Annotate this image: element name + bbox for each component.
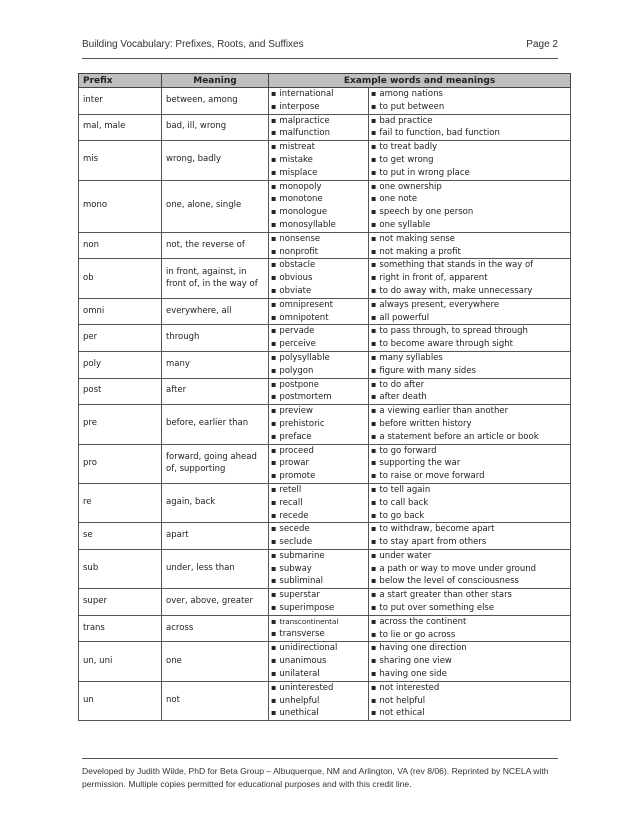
example-word: ▪ malfunction	[271, 127, 366, 140]
table-row	[79, 232, 571, 259]
example-word: ▪ unhelpful	[271, 695, 366, 708]
example-meanings-cell	[369, 642, 571, 681]
table-row	[79, 681, 571, 720]
meaning-cell: bad, ill, wrong	[162, 114, 269, 141]
table-row	[79, 642, 571, 681]
prefix-cell: pre	[79, 405, 162, 444]
example-meaning: ▪ to go forward	[371, 445, 568, 458]
prefix-cell: re	[79, 483, 162, 522]
table-row	[79, 298, 571, 325]
example-word: ▪ retell	[271, 484, 366, 497]
prefix-cell: sub	[79, 549, 162, 588]
prefix-cell: post	[79, 378, 162, 405]
example-words-cell	[269, 642, 369, 681]
prefix-cell: super	[79, 589, 162, 616]
prefix-cell: mis	[79, 141, 162, 180]
example-word: ▪ obstacle	[271, 259, 366, 272]
table-row	[79, 549, 571, 588]
example-meaning: ▪ one ownership	[371, 181, 568, 194]
example-word: ▪ promote	[271, 470, 366, 483]
example-words-cell	[269, 405, 369, 444]
example-meaning: ▪ not interested	[371, 682, 568, 695]
example-word: ▪ proceed	[271, 445, 366, 458]
meaning-cell: one	[162, 642, 269, 681]
example-meaning: ▪ to put over something else	[371, 602, 568, 615]
example-meaning: ▪ not making a profit	[371, 246, 568, 259]
meaning-cell: after	[162, 378, 269, 405]
example-words-cell	[269, 523, 369, 550]
example-words-cell	[269, 325, 369, 352]
example-word: ▪ transverse	[271, 628, 366, 641]
example-word: ▪ omnipotent	[271, 312, 366, 325]
example-words-cell	[269, 141, 369, 180]
example-word: ▪ monopoly	[271, 181, 366, 194]
example-words-cell	[269, 589, 369, 616]
example-word: ▪ mistake	[271, 154, 366, 167]
example-word: ▪ unethical	[271, 707, 366, 720]
example-words-cell	[269, 232, 369, 259]
prefix-cell: mal, male	[79, 114, 162, 141]
example-word: ▪ malpractice	[271, 115, 366, 128]
example-meanings-cell	[369, 88, 571, 115]
example-words-cell	[269, 298, 369, 325]
meaning-cell: again, back	[162, 483, 269, 522]
example-word: ▪ prehistoric	[271, 418, 366, 431]
meaning-cell: under, less than	[162, 549, 269, 588]
example-meanings-cell	[369, 523, 571, 550]
example-word: ▪ mistreat	[271, 141, 366, 154]
example-meanings-cell	[369, 681, 571, 720]
example-word: ▪ recede	[271, 510, 366, 523]
meaning-cell: everywhere, all	[162, 298, 269, 325]
example-meaning: ▪ many syllables	[371, 352, 568, 365]
example-word: ▪ omnipresent	[271, 299, 366, 312]
table-row	[79, 325, 571, 352]
example-word: ▪ unilateral	[271, 668, 366, 681]
example-meaning: ▪ under water	[371, 550, 568, 563]
table-row	[79, 141, 571, 180]
meaning-cell: over, above, greater	[162, 589, 269, 616]
footer-credit: Developed by Judith Wilde, PhD for Beta Group – Albuquerque, NM and Arlington, VA (rev 8/06). Reprinted by NCELA with permission. Multiple copies permitted for educational purposes and with this credit line.	[82, 766, 549, 789]
example-word: ▪ misplace	[271, 167, 366, 180]
prefix-cell: omni	[79, 298, 162, 325]
header-meaning: Meaning	[162, 74, 269, 88]
example-meanings-cell	[369, 615, 571, 642]
example-words-cell	[269, 444, 369, 483]
example-meaning: ▪ to become aware through sight	[371, 338, 568, 351]
example-word: ▪ obvious	[271, 272, 366, 285]
header-examples: Example words and meanings	[269, 74, 571, 88]
example-word: ▪ preface	[271, 431, 366, 444]
example-meaning: ▪ to put between	[371, 101, 568, 114]
example-meaning: ▪ speech by one person	[371, 206, 568, 219]
meaning-cell: wrong, badly	[162, 141, 269, 180]
header-prefix: Prefix	[79, 74, 162, 88]
meaning-cell: not, the reverse of	[162, 232, 269, 259]
example-meaning: ▪ to stay apart from others	[371, 536, 568, 549]
example-meaning: ▪ to tell again	[371, 484, 568, 497]
example-meaning: ▪ to do after	[371, 379, 568, 392]
prefix-cell: ob	[79, 259, 162, 298]
table-row	[79, 378, 571, 405]
example-word: ▪ polygon	[271, 365, 366, 378]
example-meaning: ▪ all powerful	[371, 312, 568, 325]
table-body	[79, 88, 571, 721]
meaning-cell: one, alone, single	[162, 180, 269, 232]
example-meaning: ▪ to pass through, to spread through	[371, 325, 568, 338]
table-row	[79, 88, 571, 115]
meaning-cell: across	[162, 615, 269, 642]
meaning-cell: many	[162, 351, 269, 378]
example-word: ▪ seclude	[271, 536, 366, 549]
meaning-cell: through	[162, 325, 269, 352]
example-meanings-cell	[369, 232, 571, 259]
example-word: ▪ monosyllable	[271, 219, 366, 232]
meaning-cell: before, earlier than	[162, 405, 269, 444]
table-row	[79, 180, 571, 232]
table-row	[79, 589, 571, 616]
example-word: ▪ transcontinental	[271, 616, 366, 628]
example-meanings-cell	[369, 180, 571, 232]
example-meanings-cell	[369, 378, 571, 405]
example-words-cell	[269, 549, 369, 588]
page-header	[82, 36, 558, 59]
example-meanings-cell	[369, 141, 571, 180]
example-words-cell	[269, 615, 369, 642]
meaning-cell: forward, going ahead of, supporting	[162, 444, 269, 483]
example-meaning: ▪ not making sense	[371, 233, 568, 246]
meaning-cell: between, among	[162, 88, 269, 115]
example-word: ▪ superimpose	[271, 602, 366, 615]
example-meaning: ▪ to lie or go across	[371, 629, 568, 642]
example-words-cell	[269, 378, 369, 405]
example-meaning: ▪ not helpful	[371, 695, 568, 708]
example-word: ▪ subway	[271, 563, 366, 576]
example-meanings-cell	[369, 405, 571, 444]
example-words-cell	[269, 114, 369, 141]
example-meanings-cell	[369, 444, 571, 483]
example-meaning: ▪ not ethical	[371, 707, 568, 720]
example-meaning: ▪ one note	[371, 193, 568, 206]
table-header-row	[79, 74, 571, 88]
table-row	[79, 114, 571, 141]
example-meaning: ▪ to go back	[371, 510, 568, 523]
prefix-cell: pro	[79, 444, 162, 483]
example-word: ▪ recall	[271, 497, 366, 510]
meaning-cell: apart	[162, 523, 269, 550]
example-word: ▪ postpone	[271, 379, 366, 392]
example-meaning: ▪ sharing one view	[371, 655, 568, 668]
example-meaning: ▪ to treat badly	[371, 141, 568, 154]
example-meaning: ▪ to raise or move forward	[371, 470, 568, 483]
example-meanings-cell	[369, 114, 571, 141]
example-meaning: ▪ across the continent	[371, 616, 568, 629]
table-row	[79, 351, 571, 378]
example-meanings-cell	[369, 351, 571, 378]
example-meaning: ▪ always present, everywhere	[371, 299, 568, 312]
example-words-cell	[269, 681, 369, 720]
example-word: ▪ uninterested	[271, 682, 366, 695]
example-meaning: ▪ bad practice	[371, 115, 568, 128]
example-word: ▪ nonprofit	[271, 246, 366, 259]
example-meaning: ▪ something that stands in the way of	[371, 259, 568, 272]
example-word: ▪ polysyllable	[271, 352, 366, 365]
prefix-cell: inter	[79, 88, 162, 115]
example-word: ▪ obviate	[271, 285, 366, 298]
example-meanings-cell	[369, 259, 571, 298]
example-word: ▪ subliminal	[271, 575, 366, 588]
table-row	[79, 523, 571, 550]
example-meaning: ▪ to put in wrong place	[371, 167, 568, 180]
table-row	[79, 483, 571, 522]
example-meaning: ▪ a viewing earlier than another	[371, 405, 568, 418]
example-meaning: ▪ right in front of, apparent	[371, 272, 568, 285]
example-word: ▪ monologue	[271, 206, 366, 219]
example-meanings-cell	[369, 589, 571, 616]
example-meaning: ▪ supporting the war	[371, 457, 568, 470]
example-meaning: ▪ a path or way to move under ground	[371, 563, 568, 576]
example-word: ▪ interpose	[271, 101, 366, 114]
example-meanings-cell	[369, 549, 571, 588]
example-words-cell	[269, 483, 369, 522]
meaning-cell: in front, against, in front of, in the way of	[162, 259, 269, 298]
example-word: ▪ preview	[271, 405, 366, 418]
example-meaning: ▪ after death	[371, 391, 568, 404]
document-title: Building Vocabulary: Prefixes, Roots, and Suffixes	[82, 39, 304, 50]
example-meaning: ▪ fail to function, bad function	[371, 127, 568, 140]
example-word: ▪ superstar	[271, 589, 366, 602]
example-word: ▪ monotone	[271, 193, 366, 206]
example-meaning: ▪ to withdraw, become apart	[371, 523, 568, 536]
prefix-cell: non	[79, 232, 162, 259]
prefix-cell: trans	[79, 615, 162, 642]
example-meaning: ▪ a statement before an article or book	[371, 431, 568, 444]
table-row	[79, 405, 571, 444]
meaning-cell: not	[162, 681, 269, 720]
example-word: ▪ international	[271, 88, 366, 101]
table-row	[79, 615, 571, 642]
example-meaning: ▪ before written history	[371, 418, 568, 431]
vocabulary-table	[78, 73, 571, 721]
page-number: Page 2	[526, 39, 558, 50]
table-row	[79, 259, 571, 298]
prefix-cell: mono	[79, 180, 162, 232]
page-footer	[82, 758, 558, 791]
example-word: ▪ secede	[271, 523, 366, 536]
example-word: ▪ nonsense	[271, 233, 366, 246]
example-word: ▪ unanimous	[271, 655, 366, 668]
example-words-cell	[269, 180, 369, 232]
example-word: ▪ perceive	[271, 338, 366, 351]
prefix-cell: se	[79, 523, 162, 550]
example-meaning: ▪ figure with many sides	[371, 365, 568, 378]
example-word: ▪ unidirectional	[271, 642, 366, 655]
example-meaning: ▪ to do away with, make unnecessary	[371, 285, 568, 298]
example-meaning: ▪ below the level of consciousness	[371, 575, 568, 588]
example-meanings-cell	[369, 325, 571, 352]
example-meaning: ▪ having one side	[371, 668, 568, 681]
example-word: ▪ submarine	[271, 550, 366, 563]
example-meaning: ▪ among nations	[371, 88, 568, 101]
example-word: ▪ prowar	[271, 457, 366, 470]
example-words-cell	[269, 88, 369, 115]
example-words-cell	[269, 259, 369, 298]
prefix-cell: un	[79, 681, 162, 720]
example-meaning: ▪ having one direction	[371, 642, 568, 655]
table-row	[79, 444, 571, 483]
prefix-cell: poly	[79, 351, 162, 378]
example-meanings-cell	[369, 298, 571, 325]
example-word: ▪ pervade	[271, 325, 366, 338]
example-meaning: ▪ to get wrong	[371, 154, 568, 167]
example-meaning: ▪ a start greater than other stars	[371, 589, 568, 602]
example-meaning: ▪ to call back	[371, 497, 568, 510]
prefix-cell: un, uni	[79, 642, 162, 681]
example-meanings-cell	[369, 483, 571, 522]
example-meaning: ▪ one syllable	[371, 219, 568, 232]
example-words-cell	[269, 351, 369, 378]
example-word: ▪ postmortem	[271, 391, 366, 404]
prefix-cell: per	[79, 325, 162, 352]
